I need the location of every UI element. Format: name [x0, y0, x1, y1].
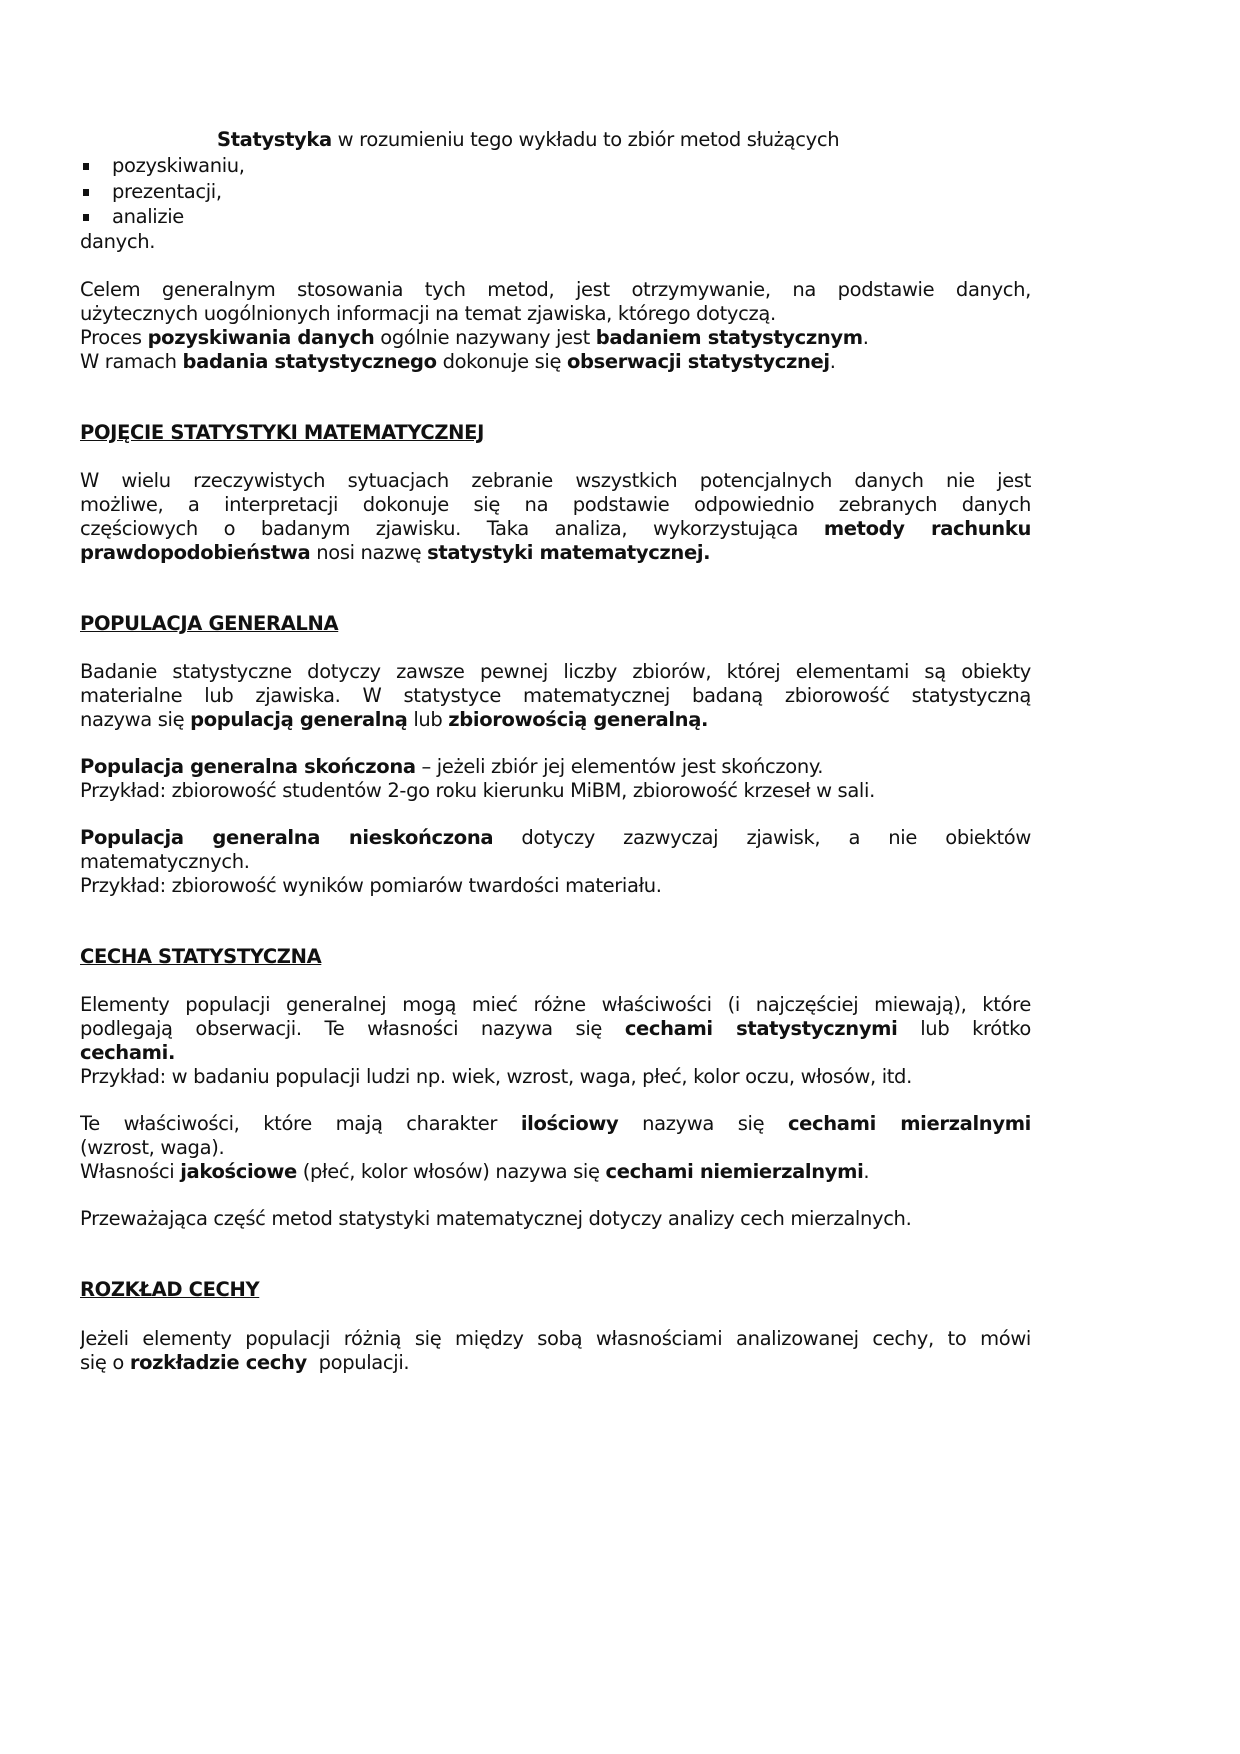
paragraph	[80, 874, 1031, 898]
text-line	[80, 278, 1031, 302]
text-line	[80, 874, 1031, 898]
text: .	[863, 1160, 870, 1183]
text: Przykład: w badaniu populacji ludzi np. wiek, wzrost, waga, płeć, kolor oczu, włosów, itd.	[80, 1065, 912, 1088]
text-line	[80, 826, 1031, 850]
text-line	[80, 993, 1031, 1017]
bold-text: jakościowe	[180, 1160, 297, 1183]
text: Elementy populacji generalnej mogą mieć różne właściwości (i najczęściej miewają), które	[80, 993, 1031, 1016]
section-heading	[80, 421, 1031, 445]
text: podlegają obserwacji. Te własności nazywa się	[80, 1017, 625, 1040]
bullet-item	[80, 154, 1031, 178]
text-line	[80, 945, 1031, 969]
text-line	[80, 708, 1031, 732]
text: danych.	[80, 230, 156, 253]
text-line	[80, 350, 1031, 374]
paragraph	[80, 993, 1031, 1065]
text-line	[80, 154, 1031, 178]
text: dotyczy zazwyczaj zjawisk, a nie obiektów	[493, 826, 1031, 849]
text-line	[80, 128, 1031, 152]
text-line	[80, 684, 1031, 708]
bold-text: populacją generalną	[190, 708, 408, 731]
text-line	[80, 660, 1031, 684]
text: Te właściwości, które mają charakter	[80, 1112, 521, 1135]
heading-text: POPULACJA GENERALNA	[80, 612, 339, 635]
paragraph	[80, 128, 1031, 152]
heading-text: POJĘCIE STATYSTYKI MATEMATYCZNEJ	[80, 421, 485, 444]
text-line	[80, 302, 1031, 326]
heading-text: CECHA STATYSTYCZNA	[80, 945, 322, 968]
section-heading	[80, 612, 1031, 636]
text-line	[80, 469, 1031, 493]
bullet-item	[80, 205, 1031, 229]
text: materialne lub zjawiska. W statystyce matematycznej badaną zbiorowość statystyczną	[80, 684, 1031, 707]
paragraph	[80, 826, 1031, 874]
text-line	[80, 326, 1031, 350]
text: populacji.	[306, 1351, 410, 1374]
text-line	[80, 1327, 1031, 1351]
paragraph	[80, 350, 1031, 374]
text-line	[80, 205, 1031, 229]
bold-text: prawdopodobieństwa	[80, 541, 311, 564]
section-heading	[80, 1278, 1031, 1302]
paragraph	[80, 326, 1031, 350]
text: ogólnie nazywany jest	[374, 326, 596, 349]
bold-text: statystyki matematycznej.	[427, 541, 711, 564]
text: analizie	[112, 205, 184, 228]
heading-text: ROZKŁAD CECHY	[80, 1278, 260, 1301]
text: użytecznych uogólnionych informacji na temat zjawiska, którego dotyczą.	[80, 302, 776, 325]
paragraph	[80, 755, 1031, 779]
text: (wzrost, waga).	[80, 1136, 225, 1159]
text: – jeżeli zbiór jej elementów jest skończony.	[415, 755, 824, 778]
text-line	[80, 1065, 1031, 1089]
text: nazywa się	[618, 1112, 788, 1135]
paragraph	[80, 469, 1031, 565]
text: matematycznych.	[80, 850, 250, 873]
paragraph	[80, 278, 1031, 326]
text: nosi nazwę	[310, 541, 428, 564]
text-line	[80, 1160, 1031, 1184]
paragraph	[80, 779, 1031, 803]
text: prezentacji,	[112, 180, 222, 203]
text: Przykład: zbiorowość wyników pomiarów twardości materiału.	[80, 874, 662, 897]
text: Proces	[80, 326, 148, 349]
bold-text: badania statystycznego	[182, 350, 437, 373]
text: Badanie statystyczne dotyczy zawsze pewnej liczby zbiorów, której elementami są obiekty	[80, 660, 1031, 683]
bullet-item	[80, 180, 1031, 204]
bold-text: badaniem statystycznym	[595, 326, 863, 349]
bold-text: ilościowy	[520, 1112, 619, 1135]
text: .	[862, 326, 869, 349]
text-line	[80, 1112, 1031, 1136]
text-line	[80, 850, 1031, 874]
bold-text: cechami.	[80, 1041, 175, 1064]
bold-text: Statystyka	[217, 128, 332, 151]
bold-text: Populacja generalna nieskończona	[80, 826, 494, 849]
text-line	[80, 493, 1031, 517]
bold-text: metody rachunku	[823, 517, 1031, 540]
text: częściowych o badanym zjawisku. Taka analiza, wykorzystująca	[80, 517, 824, 540]
bold-text: Populacja generalna skończona	[80, 755, 416, 778]
text: Jeżeli elementy populacji różnią się między sobą własnościami analizowanej cechy, to mówi	[80, 1327, 1031, 1350]
text-line	[80, 1041, 1031, 1065]
bold-text: cechami mierzalnymi	[787, 1112, 1031, 1135]
text-line	[80, 421, 1031, 445]
paragraph	[80, 660, 1031, 732]
text-line	[80, 180, 1031, 204]
text: w rozumieniu tego wykładu to zbiór metod służących	[331, 128, 840, 151]
bold-text: rozkładzie cechy	[129, 1351, 307, 1374]
bullet-square-icon	[83, 214, 89, 221]
bold-text: obserwacji statystycznej	[566, 350, 830, 373]
bold-text: zbiorowością generalną.	[448, 708, 709, 731]
text: się o	[80, 1351, 130, 1374]
bold-text: cechami niemierzalnymi	[605, 1160, 864, 1183]
paragraph	[80, 1207, 1031, 1231]
text-line	[80, 1207, 1031, 1231]
paragraph	[80, 1065, 1031, 1089]
text: Celem generalnym stosowania tych metod, jest otrzymywanie, na podstawie danych,	[80, 278, 1031, 301]
paragraph	[80, 1160, 1031, 1184]
bold-text: cechami statystycznymi	[624, 1017, 898, 1040]
paragraph	[80, 230, 1031, 254]
text: (płeć, kolor włosów) nazywa się	[296, 1160, 606, 1183]
text-line	[80, 230, 1031, 254]
text: lub	[407, 708, 449, 731]
text: możliwe, a interpretacji dokonuje się na podstawie odpowiednio zebranych danych	[80, 493, 1031, 516]
section-heading	[80, 945, 1031, 969]
text-line	[80, 1136, 1031, 1160]
text-line	[80, 755, 1031, 779]
text: Przeważająca część metod statystyki matematycznej dotyczy analizy cech mierzalnych.	[80, 1207, 912, 1230]
paragraph	[80, 1112, 1031, 1160]
text-line	[80, 541, 1031, 565]
text-line	[80, 517, 1031, 541]
bold-text: pozyskiwania danych	[147, 326, 375, 349]
text-line	[80, 1017, 1031, 1041]
text: dokonuje się	[436, 350, 567, 373]
text-line	[80, 779, 1031, 803]
text: lub krótko	[897, 1017, 1031, 1040]
text: .	[829, 350, 836, 373]
text-line	[80, 1351, 1031, 1375]
bullet-square-icon	[83, 163, 89, 170]
text: Przykład: zbiorowość studentów 2-go roku kierunku MiBM, zbiorowość krzeseł w sali.	[80, 779, 875, 802]
text: pozyskiwaniu,	[112, 154, 245, 177]
text: W wielu rzeczywistych sytuacjach zebranie wszystkich potencjalnych danych nie jest	[80, 469, 1031, 492]
text: Własności	[80, 1160, 181, 1183]
text-line	[80, 1278, 1031, 1302]
text-line	[80, 612, 1031, 636]
paragraph	[80, 1327, 1031, 1375]
text: nazywa się	[80, 708, 191, 731]
text: W ramach	[80, 350, 183, 373]
bullet-square-icon	[83, 189, 89, 196]
